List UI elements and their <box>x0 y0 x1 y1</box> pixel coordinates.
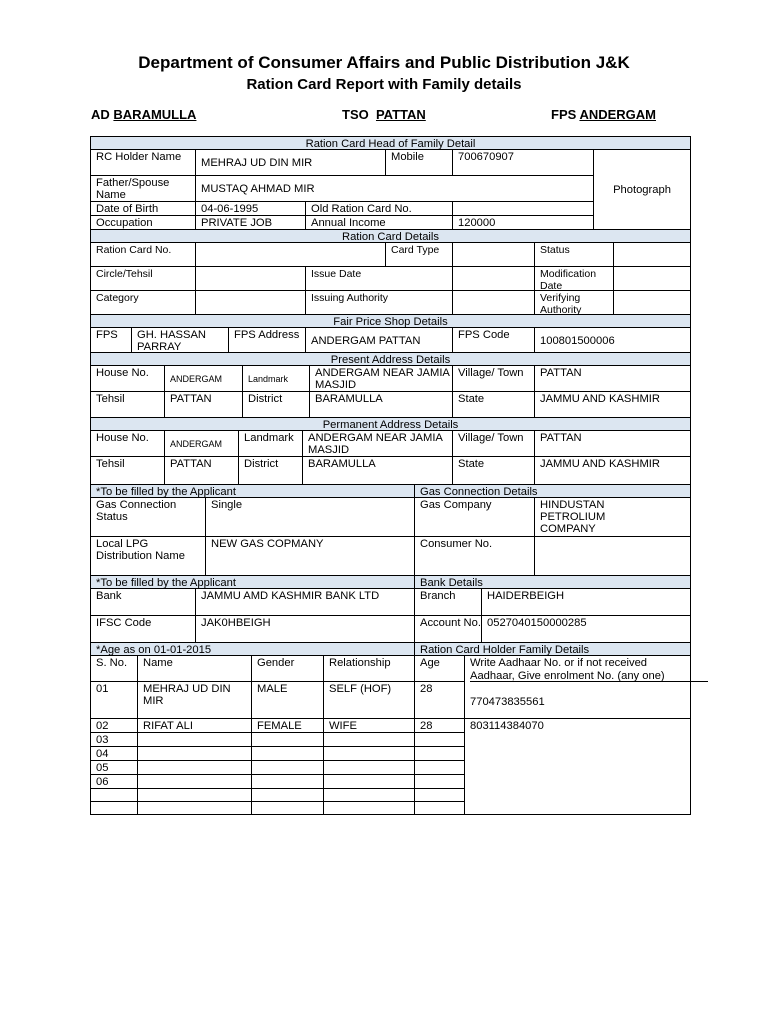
dob-value: 04-06-1995 <box>195 201 306 216</box>
circle-value <box>195 266 306 291</box>
bank-value: JAMMU AMD KASHMIR BANK LTD <box>195 588 415 616</box>
fps-field: FPS ANDERGAM <box>551 107 656 122</box>
row1-relationship: SELF (HOF) <box>323 681 415 719</box>
dept-title: Department of Consumer Affairs and Public Distribution J&K <box>138 53 630 72</box>
fps-address-value: ANDERGAM PATTAN <box>305 327 453 353</box>
present-landmark-label: Landmark <box>242 365 310 392</box>
card-type-label: Card Type <box>385 242 453 267</box>
aadhaar-underline <box>470 681 708 682</box>
card-type-value <box>452 242 535 267</box>
row6-relationship <box>323 774 415 789</box>
fps-address-label: FPS Address <box>228 327 306 353</box>
distributor-value: NEW GAS COPMANY <box>205 536 415 576</box>
row7-sno <box>90 788 138 802</box>
card-no-label: Ration Card No. <box>90 242 196 267</box>
row1-age: 28 <box>414 681 465 719</box>
section-bank: Bank Details <box>414 575 691 589</box>
row6-sno: 06 <box>90 774 138 789</box>
row2-relationship: WIFE <box>323 718 415 733</box>
issue-date-value <box>452 266 535 291</box>
present-house-label: House No. <box>90 365 165 392</box>
report-title: Ration Card Report with Family details <box>246 76 522 93</box>
bank-label: Bank <box>90 588 196 616</box>
mobile-value: 700670907 <box>452 149 594 176</box>
row3-sno: 03 <box>90 732 138 747</box>
row8-gender <box>251 801 324 815</box>
row7-name <box>137 788 252 802</box>
row4-name <box>137 746 252 761</box>
section-present-address: Present Address Details <box>90 352 691 366</box>
section-card-details: Ration Card Details <box>90 229 691 243</box>
branch-label: Branch <box>414 588 482 616</box>
row2-aadhaar: 803114384070 <box>464 718 691 815</box>
fps-name-value: GH. HASSAN PARRAY <box>131 327 229 353</box>
permanent-tehsil-label: Tehsil <box>90 456 165 485</box>
card-no-value <box>195 242 386 267</box>
row1-name: MEHRAJ UD DIN MIR <box>137 681 252 719</box>
section-head-family: Ration Card Head of Family Detail <box>90 136 691 150</box>
ifsc-label: IFSC Code <box>90 615 196 643</box>
row8-sno <box>90 801 138 815</box>
gas-company-label: Gas Company <box>414 497 535 537</box>
row3-gender <box>251 732 324 747</box>
row2-age: 28 <box>414 718 465 733</box>
rc-holder-label: RC Holder Name <box>90 149 196 176</box>
father-value: MUSTAQ AHMAD MIR <box>195 175 594 202</box>
permanent-state-value: JAMMU AND KASHMIR <box>534 456 691 485</box>
gas-status-value: Single <box>205 497 415 537</box>
consumer-label: Consumer No. <box>414 536 535 576</box>
permanent-house-value: ANDERGAM <box>164 430 239 457</box>
row8-name <box>137 801 252 815</box>
row4-gender <box>251 746 324 761</box>
ad-field: AD BARAMULLA <box>91 107 197 122</box>
col-sno: S. No. <box>90 655 138 682</box>
account-label: Account No. <box>414 615 482 643</box>
row5-sno: 05 <box>90 760 138 775</box>
section-family: Ration Card Holder Family Details <box>414 642 691 656</box>
section-permanent-address: Permanent Address Details <box>90 417 691 431</box>
permanent-landmark-value: ANDERGAM NEAR JAMIA MASJID <box>302 430 453 457</box>
gas-status-label: Gas Connection Status <box>90 497 206 537</box>
verifying-label: Verifying Authority <box>534 290 614 315</box>
tso-value: PATTAN <box>375 107 426 122</box>
consumer-value <box>534 536 691 576</box>
present-state-value: JAMMU AND KASHMIR <box>534 391 691 418</box>
row3-name <box>137 732 252 747</box>
row4-relationship <box>323 746 415 761</box>
father-label: Father/Spouse Name <box>90 175 196 202</box>
fps-label: FPS <box>90 327 132 353</box>
issue-date-label: Issue Date <box>305 266 453 291</box>
circle-label: Circle/Tehsil <box>90 266 196 291</box>
row2-name: RIFAT ALI <box>137 718 252 733</box>
permanent-landmark-label: Landmark <box>238 430 303 457</box>
gas-company-value: HINDUSTAN PETROLIUM COMPANY <box>534 497 691 537</box>
row4-age <box>414 746 465 761</box>
issuing-value <box>452 290 535 315</box>
permanent-village-label: Village/ Town <box>452 430 535 457</box>
mobile-label: Mobile <box>385 149 453 176</box>
fps-code-label: FPS Code <box>452 327 535 353</box>
col-age: Age <box>414 655 465 682</box>
row4-sno: 04 <box>90 746 138 761</box>
row7-relationship <box>323 788 415 802</box>
row6-age <box>414 774 465 789</box>
age-note: *Age as on 01-01-2015 <box>90 642 415 656</box>
category-value <box>195 290 306 315</box>
aadhaar-value-01: 770473835561 <box>470 696 545 708</box>
old-card-label: Old Ration Card No. <box>305 201 453 216</box>
row2-sno: 02 <box>90 718 138 733</box>
gas-applicant-note: *To be filled by the Applicant <box>90 484 415 498</box>
row3-relationship <box>323 732 415 747</box>
col-gender: Gender <box>251 655 324 682</box>
old-card-value <box>452 201 594 216</box>
mod-date-value <box>613 266 691 291</box>
rc-holder-value: MEHRAJ UD DIN MIR <box>195 149 386 176</box>
ifsc-value: JAK0HBEIGH <box>195 615 415 643</box>
account-value: 0527040150000285 <box>481 615 691 643</box>
branch-value: HAIDERBEIGH <box>481 588 691 616</box>
ad-value: BARAMULLA <box>113 107 197 122</box>
permanent-village-value: PATTAN <box>534 430 691 457</box>
row6-gender <box>251 774 324 789</box>
present-tehsil-label: Tehsil <box>90 391 165 418</box>
photograph-box: Photograph <box>593 149 691 230</box>
col-relationship: Relationship <box>323 655 415 682</box>
distributor-label: Local LPG Distribution Name <box>90 536 206 576</box>
category-label: Category <box>90 290 196 315</box>
present-house-value: ANDERGAM <box>164 365 243 392</box>
verifying-value <box>613 290 691 315</box>
present-district-label: District <box>242 391 310 418</box>
row1-gender: MALE <box>251 681 324 719</box>
row8-age <box>414 801 465 815</box>
row1-sno: 01 <box>90 681 138 719</box>
row5-age <box>414 760 465 775</box>
status-label: Status <box>534 242 614 267</box>
fps-code-value: 100801500006 <box>534 327 691 353</box>
row6-name <box>137 774 252 789</box>
present-tehsil-value: PATTAN <box>164 391 243 418</box>
row2-gender: FEMALE <box>251 718 324 733</box>
present-state-label: State <box>452 391 535 418</box>
occupation-label: Occupation <box>90 215 196 230</box>
row3-age <box>414 732 465 747</box>
present-district-value: BARAMULLA <box>309 391 453 418</box>
income-value: 120000 <box>452 215 594 230</box>
row8-relationship <box>323 801 415 815</box>
section-gas: Gas Connection Details <box>414 484 691 498</box>
issuing-label: Issuing Authority <box>305 290 453 315</box>
permanent-tehsil-value: PATTAN <box>164 456 239 485</box>
permanent-house-label: House No. <box>90 430 165 457</box>
income-label: Annual Income <box>305 215 453 230</box>
permanent-district-value: BARAMULLA <box>302 456 453 485</box>
present-village-label: Village/ Town <box>452 365 535 392</box>
bank-applicant-note: *To be filled by the Applicant <box>90 575 415 589</box>
row5-gender <box>251 760 324 775</box>
row5-name <box>137 760 252 775</box>
row5-relationship <box>323 760 415 775</box>
fps-value: ANDERGAM <box>579 107 656 122</box>
section-fps: Fair Price Shop Details <box>90 314 691 328</box>
col-aadhaar: Write Aadhaar No. or if not received Aadhaar, Give enrolment No. (any one) 770473835561 <box>464 655 691 718</box>
permanent-state-label: State <box>452 456 535 485</box>
tso-field: TSO PATTAN <box>342 107 426 122</box>
present-village-value: PATTAN <box>534 365 691 392</box>
row7-age <box>414 788 465 802</box>
col-name: Name <box>137 655 252 682</box>
mod-date-label: Modification Date <box>534 266 614 291</box>
dob-label: Date of Birth <box>90 201 196 216</box>
row7-gender <box>251 788 324 802</box>
permanent-district-label: District <box>238 456 303 485</box>
occupation-value: PRIVATE JOB <box>195 215 306 230</box>
status-value <box>613 242 691 267</box>
present-landmark-value: ANDERGAM NEAR JAMIA MASJID <box>309 365 453 392</box>
